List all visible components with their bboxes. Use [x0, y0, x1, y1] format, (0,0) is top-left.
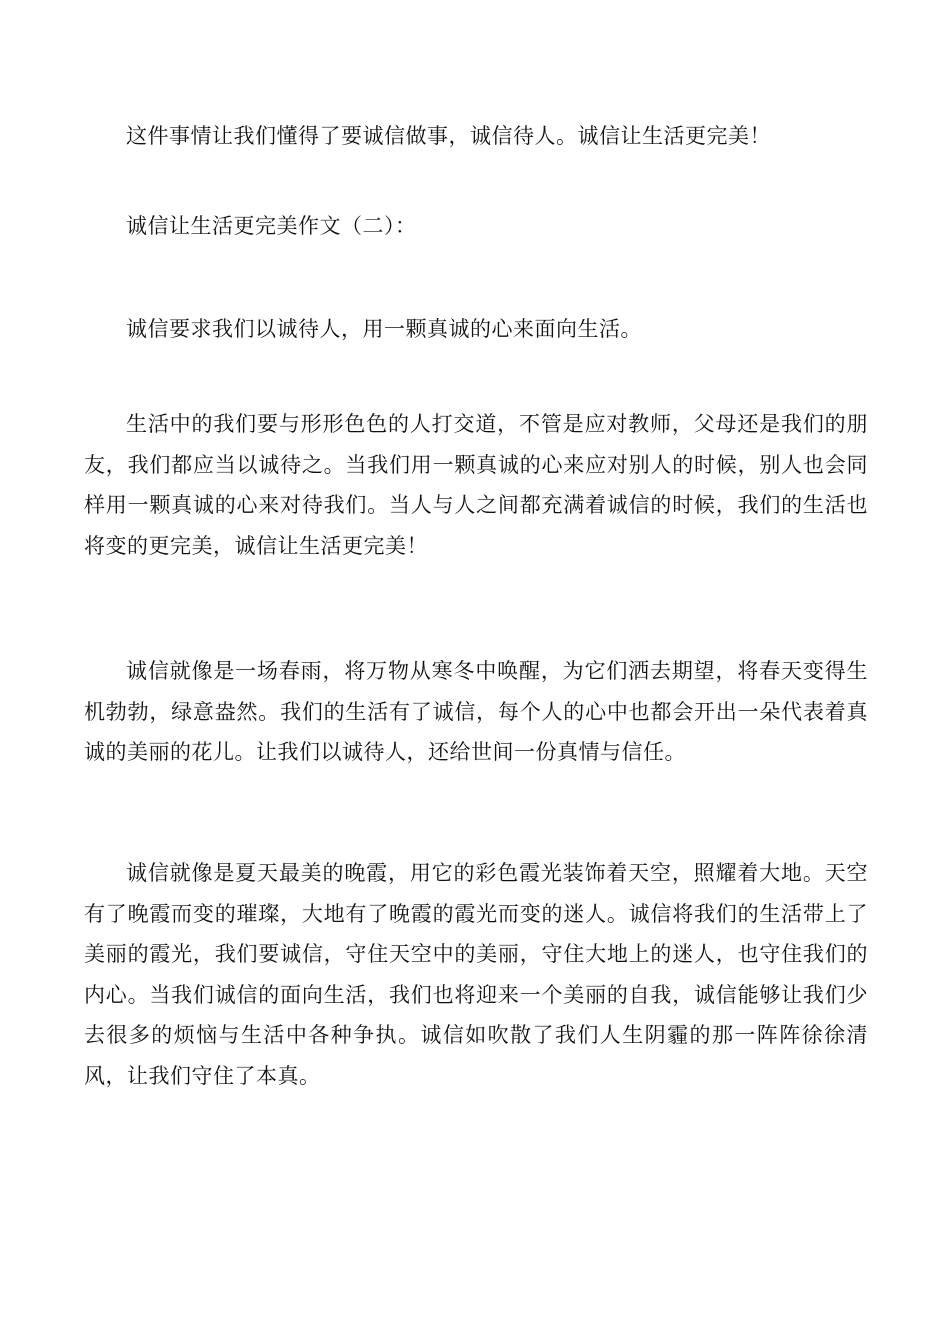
paragraph: 生活中的我们要与形形色色的人打交道，不管是应对教师，父母还是我们的朋友，我们都应当以诚待之。当我们用一颗真诚的心来应对别人的时候，别人也会同样用一颗真诚的心来对待我们。当人与人之间都充满着诚信的时候，我们的生活也将变的更完美，诚信让生活更完美！ — [84, 412, 868, 558]
paragraph: 这件事情让我们懂得了要诚信做事，诚信待人。诚信让生活更完美！ — [126, 124, 771, 148]
paragraph: 诚信要求我们以诚待人，用一颗真诚的心来面向生活。 — [126, 317, 642, 341]
paragraph: 诚信就像是夏天最美的晚霞，用它的彩色霞光装饰着天空，照耀着大地。天空有了晚霞而变的璀璨，大地有了晚霞的霞光而变的迷人。诚信将我们的生活带上了美丽的霞光，我们要诚信，守住天空中的美丽，守住大地上的迷人，也守住我们的内心。当我们诚信的面向生活，我们也将迎来一个美丽的自我，诚信能够让我们少去很多的烦恼与生活中各种争执。诚信如吹散了我们人生阴霾的那一阵阵徐徐清风，让我们守住了本真。 — [84, 861, 868, 1088]
paragraph: 诚信就像是一场春雨，将万物从寒冬中唤醒，为它们洒去期望，将春天变得生机勃勃，绿意盎然。我们的生活有了诚信，每个人的心中也都会开出一朵代表着真诚的美丽的花儿。让我们以诚待人，还给世间一份真情与信任。 — [84, 659, 868, 764]
section-heading: 诚信让生活更完美作文（二）： — [126, 214, 417, 238]
